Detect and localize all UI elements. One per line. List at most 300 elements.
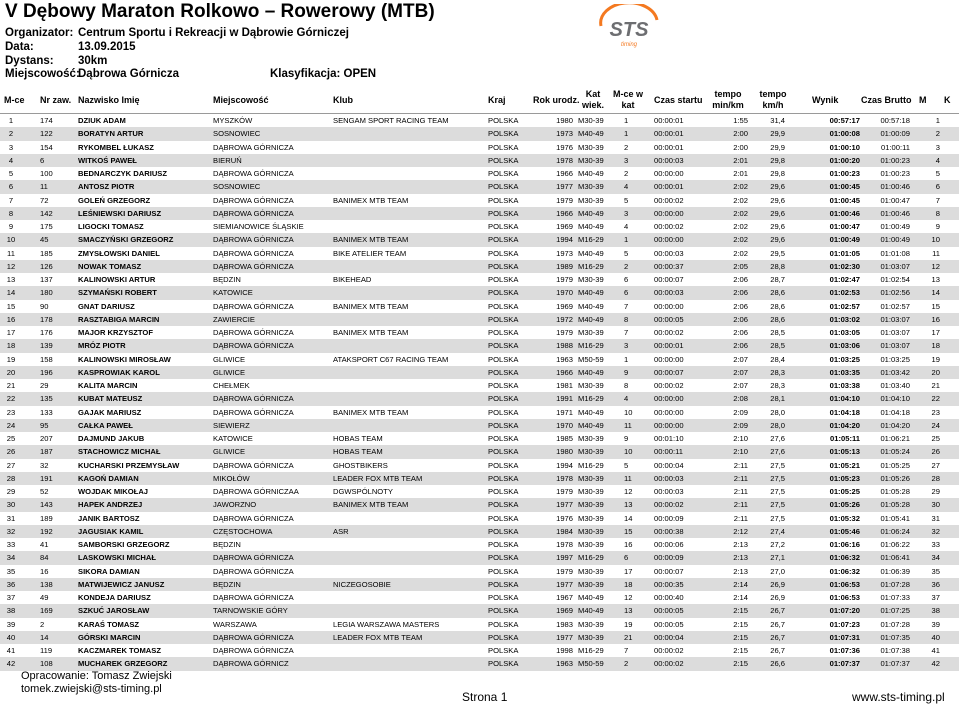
cell-result: 01:03:25 xyxy=(829,354,860,364)
table-row xyxy=(0,419,959,432)
cell-speed: 27,5 xyxy=(770,460,785,470)
cell-bib: 189 xyxy=(40,513,53,523)
cell-gross-time: 01:05:28 xyxy=(880,500,910,510)
cell-pace: 2:14 xyxy=(733,579,748,589)
cell-category-place: 10 xyxy=(624,447,633,457)
cell-start-time: 00:00:02 xyxy=(654,328,684,337)
cell-bib: 138 xyxy=(40,579,53,589)
cell-category-place: 10 xyxy=(624,407,633,417)
cell-gross-time: 01:05:41 xyxy=(880,513,910,523)
meta-label: Data: xyxy=(5,41,34,53)
cell-category: M30-39 xyxy=(578,487,604,496)
cell-gross-time: 01:01:08 xyxy=(880,248,910,258)
cell-category-place: 3 xyxy=(624,208,629,218)
cell-result: 01:04:20 xyxy=(829,420,860,430)
cell-birth-year: 1979 xyxy=(556,195,573,205)
cell-place: 5 xyxy=(8,169,14,178)
cell-city: BĘDZIN xyxy=(213,540,241,549)
cell-country: POLSKA xyxy=(488,593,519,602)
cell-club: LEADER FOX MTB TEAM xyxy=(333,473,423,483)
table-row xyxy=(0,445,959,458)
cell-name: STACHOWICZ MICHAŁ xyxy=(78,447,161,457)
cell-male-place: 2 xyxy=(935,129,940,139)
cell-male-place: 12 xyxy=(931,261,940,271)
cell-name: JANIK BARTOSZ xyxy=(78,513,140,523)
cell-start-time: 00:00:40 xyxy=(654,593,684,602)
cell-bib: 49 xyxy=(40,593,49,602)
cell-country: POLSKA xyxy=(488,314,519,324)
cell-country: POLSKA xyxy=(488,646,519,655)
cell-speed: 26,6 xyxy=(770,659,785,669)
cell-gross-time: 01:04:20 xyxy=(880,420,910,430)
col-header-result: Wynik xyxy=(812,95,839,105)
cell-male-place: 4 xyxy=(935,155,940,165)
cell-result: 01:03:35 xyxy=(829,367,860,377)
cell-speed: 28,3 xyxy=(770,381,785,390)
cell-place: 25 xyxy=(6,434,16,443)
table-row xyxy=(0,459,959,472)
table-row xyxy=(0,512,959,525)
cell-male-place: 40 xyxy=(931,632,940,642)
cell-country: POLSKA xyxy=(488,182,519,192)
cell-city: CZĘSTOCHOWA xyxy=(213,526,273,536)
cell-gross-time: 01:05:25 xyxy=(880,460,910,470)
cell-city: DĄBROWA GÓRNICZA xyxy=(213,593,294,602)
cell-country: POLSKA xyxy=(488,553,519,563)
cell-gross-time: 01:07:28 xyxy=(880,579,910,589)
cell-bib: 16 xyxy=(40,566,49,576)
table-row xyxy=(0,154,959,167)
cell-category-place: 1 xyxy=(624,116,629,125)
table-row xyxy=(0,644,959,657)
cell-male-place: 6 xyxy=(935,182,940,192)
cell-country: POLSKA xyxy=(488,579,519,589)
cell-city: TARNOWSKIE GÓRY xyxy=(213,606,288,616)
cell-pace: 2:07 xyxy=(733,367,748,377)
col-header-category-line1: Kat xyxy=(585,89,601,99)
cell-start-time: 00:00:04 xyxy=(654,632,684,642)
cell-gross-time: 01:03:07 xyxy=(880,328,910,337)
cell-category: M40-49 xyxy=(578,314,604,324)
cell-bib: 139 xyxy=(40,341,53,351)
col-header-year: Rok urodz. xyxy=(533,95,580,105)
cell-male-place: 1 xyxy=(935,116,940,125)
cell-bib: 180 xyxy=(40,288,53,298)
cell-result: 01:05:11 xyxy=(830,434,860,443)
cell-gross-time: 01:00:23 xyxy=(880,155,910,165)
cell-category-place: 9 xyxy=(624,434,629,443)
cell-start-time: 00:00:02 xyxy=(654,381,684,390)
cell-place: 20 xyxy=(6,367,16,377)
cell-start-time: 00:00:35 xyxy=(654,579,684,589)
cell-birth-year: 1978 xyxy=(556,473,573,483)
cell-name: KUCHARSKI PRZEMYSŁAW xyxy=(78,460,180,470)
table-row xyxy=(0,631,959,644)
cell-bib: 154 xyxy=(40,142,53,152)
cell-pace: 2:05 xyxy=(733,261,748,271)
cell-gross-time: 01:00:46 xyxy=(880,182,910,192)
col-header-city: Miejscowość xyxy=(213,95,269,105)
cell-speed: 28,0 xyxy=(770,407,785,417)
cell-place: 18 xyxy=(6,341,16,351)
cell-result: 01:00:08 xyxy=(829,129,860,139)
cell-bib: 143 xyxy=(40,500,53,510)
cell-result: 01:07:20 xyxy=(829,606,860,616)
cell-name: LASKOWSKI MICHAŁ xyxy=(78,553,157,563)
cell-name: GÓRSKI MARCIN xyxy=(78,632,141,642)
cell-category-place: 17 xyxy=(624,566,633,576)
cell-country: POLSKA xyxy=(488,328,519,337)
cell-gross-time: 01:00:47 xyxy=(880,195,910,205)
cell-result: 01:00:49 xyxy=(829,235,860,245)
cell-bib: 192 xyxy=(40,526,53,536)
cell-city: DĄBROWA GÓRNICZA xyxy=(213,328,294,337)
col-header-category-place-line1: M-ce w xyxy=(612,89,643,99)
cell-city: BIERUŃ xyxy=(213,155,242,165)
footer-email: tomek.zwiejski@sts-timing.pl xyxy=(21,683,162,695)
cell-bib: 178 xyxy=(40,314,53,324)
cell-pace: 2:08 xyxy=(733,394,748,404)
cell-speed: 28,3 xyxy=(770,367,785,377)
meta-organizer xyxy=(5,27,349,39)
cell-result: 01:06:32 xyxy=(829,566,860,576)
cell-result: 01:02:57 xyxy=(829,301,860,311)
cell-start-time: 00:00:11 xyxy=(654,447,683,457)
cell-category-place: 15 xyxy=(624,526,633,536)
cell-start-time: 00:00:03 xyxy=(654,473,684,483)
cell-category-place: 3 xyxy=(624,341,629,351)
cell-place: 6 xyxy=(8,182,14,192)
cell-category: M40-49 xyxy=(578,301,604,311)
table-row xyxy=(0,366,959,379)
cell-gross-time: 00:57:18 xyxy=(880,116,910,125)
cell-country: POLSKA xyxy=(488,288,519,298)
cell-start-time: 00:00:07 xyxy=(654,566,684,576)
cell-gross-time: 01:03:07 xyxy=(880,261,910,271)
col-header-club: Klub xyxy=(333,95,353,105)
cell-country: POLSKA xyxy=(488,354,519,364)
cell-name: SAMBORSKI GRZEGORZ xyxy=(78,540,170,549)
cell-name: SZKUĆ JAROSŁAW xyxy=(78,606,150,616)
cell-birth-year: 1977 xyxy=(556,579,573,589)
sts-timing-logo xyxy=(598,4,660,54)
cell-birth-year: 1973 xyxy=(556,248,573,258)
cell-result: 01:00:45 xyxy=(829,182,860,192)
cell-birth-year: 1998 xyxy=(556,646,573,655)
cell-club: NICZEGOSOBIE xyxy=(333,579,391,589)
cell-bib: 196 xyxy=(40,367,53,377)
cell-country: POLSKA xyxy=(488,261,519,271)
cell-start-time: 00:00:00 xyxy=(654,235,684,245)
cell-birth-year: 1963 xyxy=(556,354,573,364)
cell-result: 01:01:05 xyxy=(829,248,860,258)
cell-male-place: 18 xyxy=(931,341,940,351)
col-header-name: Nazwisko Imię xyxy=(78,95,140,105)
cell-bib: 119 xyxy=(40,646,53,655)
cell-club: BANIMEX MTB TEAM xyxy=(333,500,409,510)
cell-male-place: 26 xyxy=(931,447,940,457)
cell-place: 27 xyxy=(6,460,16,470)
table-row xyxy=(0,260,959,273)
cell-gross-time: 01:07:37 xyxy=(880,659,910,669)
cell-country: POLSKA xyxy=(488,195,519,205)
cell-name: BORATYN ARTUR xyxy=(78,129,144,139)
cell-gross-time: 01:07:35 xyxy=(880,632,910,642)
cell-bib: 133 xyxy=(40,407,53,417)
cell-result: 01:04:10 xyxy=(829,394,860,404)
cell-category: M40-49 xyxy=(578,593,604,602)
cell-category: M30-39 xyxy=(578,275,604,284)
cell-category: M30-39 xyxy=(578,142,604,152)
cell-birth-year: 1979 xyxy=(556,487,573,496)
cell-birth-year: 1977 xyxy=(556,632,573,642)
cell-result: 01:05:46 xyxy=(829,526,860,536)
cell-gross-time: 01:06:41 xyxy=(880,553,910,563)
cell-start-time: 00:01:10 xyxy=(654,434,684,443)
cell-city: DĄBROWA GÓRNICZAA xyxy=(213,487,299,496)
cell-category: M16-29 xyxy=(578,235,604,245)
cell-place: 7 xyxy=(8,195,14,205)
cell-name: NOWAK TOMASZ xyxy=(78,261,142,271)
cell-male-place: 11 xyxy=(932,248,940,258)
cell-gross-time: 01:06:24 xyxy=(880,526,910,536)
cell-name: DAJMUND JAKUB xyxy=(78,434,145,443)
cell-country: POLSKA xyxy=(488,473,519,483)
cell-birth-year: 1988 xyxy=(556,341,573,351)
cell-speed: 29,6 xyxy=(770,195,785,205)
cell-category: M30-39 xyxy=(578,116,604,125)
cell-country: POLSKA xyxy=(488,407,519,417)
cell-city: DĄBROWA GÓRNICZA xyxy=(213,460,294,470)
cell-gross-time: 01:05:28 xyxy=(880,487,910,496)
cell-bib: 84 xyxy=(40,553,49,563)
table-row xyxy=(0,273,959,286)
cell-gross-time: 01:02:54 xyxy=(880,275,910,284)
cell-place: 1 xyxy=(8,116,14,125)
cell-club: BANIMEX MTB TEAM xyxy=(333,301,409,311)
cell-male-place: 27 xyxy=(931,460,940,470)
cell-country: POLSKA xyxy=(488,420,519,430)
cell-name: MRÓZ PIOTR xyxy=(78,341,126,351)
cell-club: HOBAS TEAM xyxy=(333,447,383,457)
cell-bib: 108 xyxy=(40,659,53,669)
cell-name: GNAT DARIUSZ xyxy=(78,301,135,311)
cell-category: M30-39 xyxy=(578,182,604,192)
cell-city: BĘDZIN xyxy=(213,579,241,589)
cell-name: ZMYSŁOWSKI DANIEL xyxy=(78,248,160,258)
cell-place: 34 xyxy=(6,553,16,563)
footer-website: www.sts-timing.pl xyxy=(852,690,945,704)
cell-start-time: 00:00:02 xyxy=(654,659,684,669)
cell-city: DĄBROWA GÓRNICZA xyxy=(213,407,294,417)
cell-city: DĄBROWA GÓRNICZA xyxy=(213,208,294,218)
cell-speed: 27,6 xyxy=(770,447,785,457)
meta-label: Miejscowość: xyxy=(5,68,80,80)
cell-result: 01:00:47 xyxy=(829,222,860,231)
cell-pace: 2:06 xyxy=(733,288,748,298)
cell-male-place: 32 xyxy=(931,526,940,536)
cell-start-time: 00:00:05 xyxy=(654,314,684,324)
cell-category: M40-49 xyxy=(578,606,604,616)
cell-male-place: 42 xyxy=(931,659,940,669)
cell-start-time: 00:00:01 xyxy=(654,129,684,139)
cell-male-place: 38 xyxy=(931,606,940,616)
col-header-category-place xyxy=(610,89,646,111)
cell-result: 01:02:30 xyxy=(829,261,860,271)
cell-birth-year: 1979 xyxy=(556,275,573,284)
table-row xyxy=(0,392,959,405)
cell-start-time: 00:00:07 xyxy=(654,275,684,284)
cell-bib: 175 xyxy=(40,222,53,231)
cell-country: POLSKA xyxy=(488,487,519,496)
cell-pace: 1:55 xyxy=(733,116,748,125)
cell-gross-time: 01:06:39 xyxy=(880,566,910,576)
cell-start-time: 00:00:06 xyxy=(654,540,684,549)
cell-pace: 2:02 xyxy=(733,248,748,258)
cell-speed: 27,6 xyxy=(770,434,785,443)
cell-speed: 28,7 xyxy=(770,275,785,284)
cell-category-place: 6 xyxy=(624,553,629,563)
cell-category: M40-49 xyxy=(578,248,604,258)
cell-country: POLSKA xyxy=(488,447,519,457)
cell-gross-time: 01:03:07 xyxy=(880,341,910,351)
cell-bib: 122 xyxy=(40,129,53,139)
cell-city: SIEMIANOWICE ŚLĄSKIE xyxy=(213,222,304,231)
cell-male-place: 13 xyxy=(931,275,940,284)
cell-speed: 26,9 xyxy=(770,593,785,602)
cell-bib: 45 xyxy=(40,235,49,245)
cell-start-time: 00:00:00 xyxy=(654,301,684,311)
cell-category-place: 3 xyxy=(624,155,629,165)
cell-category-place: 8 xyxy=(624,381,629,390)
cell-start-time: 00:00:05 xyxy=(654,619,684,629)
cell-speed: 28,0 xyxy=(770,420,785,430)
cell-start-time: 00:00:09 xyxy=(654,513,684,523)
cell-male-place: 29 xyxy=(931,487,940,496)
cell-birth-year: 1973 xyxy=(556,129,573,139)
cell-start-time: 00:00:01 xyxy=(654,142,684,152)
cell-bib: 185 xyxy=(40,248,53,258)
cell-place: 9 xyxy=(8,222,14,231)
cell-city: DĄBROWA GÓRNICZA xyxy=(213,632,294,642)
cell-place: 42 xyxy=(6,659,16,669)
cell-speed: 26,7 xyxy=(770,619,785,629)
cell-name: KACZMAREK TOMASZ xyxy=(78,646,161,655)
cell-club: ASR xyxy=(333,526,349,536)
cell-category-place: 2 xyxy=(624,169,629,178)
cell-birth-year: 1980 xyxy=(556,116,573,125)
cell-pace: 2:11 xyxy=(733,487,748,496)
cell-category: M30-39 xyxy=(578,381,604,390)
cell-speed: 26,9 xyxy=(770,579,785,589)
cell-pace: 2:02 xyxy=(733,235,748,245)
cell-pace: 2:13 xyxy=(733,540,748,549)
cell-country: POLSKA xyxy=(488,222,519,231)
cell-male-place: 5 xyxy=(935,169,940,178)
cell-name: BEDNARCZYK DARIUSZ xyxy=(78,169,168,178)
col-header-male-place: M xyxy=(919,95,927,105)
cell-category: M16-29 xyxy=(578,394,604,404)
cell-name: LEŚNIEWSKI DARIUSZ xyxy=(78,208,162,218)
col-header-category xyxy=(580,89,606,111)
cell-pace: 2:07 xyxy=(733,354,748,364)
cell-city: DĄBROWA GÓRNICZ xyxy=(213,659,289,669)
cell-gross-time: 01:00:09 xyxy=(880,129,910,139)
cell-name: KONDEJA DARIUSZ xyxy=(78,593,151,602)
cell-pace: 2:02 xyxy=(733,182,748,192)
cell-start-time: 00:00:02 xyxy=(654,222,684,231)
cell-male-place: 15 xyxy=(931,301,940,311)
cell-speed: 29,6 xyxy=(770,235,785,245)
cell-pace: 2:15 xyxy=(733,659,748,669)
cell-pace: 2:13 xyxy=(733,553,748,563)
cell-city: WARSZAWA xyxy=(213,619,257,629)
cell-city: DĄBROWA GÓRNICZA xyxy=(213,142,294,152)
cell-male-place: 34 xyxy=(931,553,940,563)
cell-category: M16-29 xyxy=(578,646,604,655)
cell-name: KALINOWSKI MIROSŁAW xyxy=(78,354,171,364)
table-row xyxy=(0,432,959,445)
cell-place: 17 xyxy=(6,328,16,337)
cell-bib: 207 xyxy=(40,434,53,443)
cell-club: BANIMEX MTB TEAM xyxy=(333,195,409,205)
cell-bib: 52 xyxy=(40,487,49,496)
cell-bib: 169 xyxy=(40,606,53,616)
cell-city: KATOWICE xyxy=(213,288,253,298)
cell-club: SENGAM SPORT RACING TEAM xyxy=(333,116,449,125)
cell-category: M40-49 xyxy=(578,407,604,417)
cell-result: 01:00:23 xyxy=(829,169,860,178)
cell-pace: 2:02 xyxy=(733,208,748,218)
cell-male-place: 35 xyxy=(931,566,940,576)
cell-gross-time: 01:06:22 xyxy=(880,540,910,549)
cell-club: LEGIA WARSZAWA MASTERS xyxy=(333,619,440,629)
cell-male-place: 19 xyxy=(931,354,940,364)
cell-male-place: 33 xyxy=(931,540,940,549)
cell-country: POLSKA xyxy=(488,275,519,284)
cell-place: 24 xyxy=(6,420,16,430)
cell-category-place: 11 xyxy=(624,420,632,430)
cell-start-time: 00:00:00 xyxy=(654,420,684,430)
cell-country: POLSKA xyxy=(488,500,519,510)
table-row xyxy=(0,618,959,631)
cell-birth-year: 1966 xyxy=(556,208,573,218)
cell-country: POLSKA xyxy=(488,235,519,245)
cell-category-place: 8 xyxy=(624,314,629,324)
cell-pace: 2:10 xyxy=(733,434,748,443)
cell-birth-year: 1969 xyxy=(556,606,573,616)
cell-speed: 28,8 xyxy=(770,261,785,271)
cell-birth-year: 1994 xyxy=(556,460,573,470)
cell-male-place: 21 xyxy=(931,381,940,390)
cell-name: RASZTABIGA MARCIN xyxy=(78,314,160,324)
cell-country: POLSKA xyxy=(488,381,519,390)
logo-subtext: timing xyxy=(620,42,638,48)
cell-male-place: 7 xyxy=(935,195,940,205)
cell-birth-year: 1985 xyxy=(556,434,573,443)
col-header-pace-line2: min/km xyxy=(712,100,744,110)
cell-pace: 2:06 xyxy=(733,341,748,351)
cell-speed: 29,9 xyxy=(770,129,785,139)
meta-value: 13.09.2015 xyxy=(78,41,136,53)
cell-birth-year: 1976 xyxy=(556,513,573,523)
cell-country: POLSKA xyxy=(488,526,519,536)
cell-category: M30-39 xyxy=(578,540,604,549)
cell-male-place: 41 xyxy=(931,646,940,655)
cell-male-place: 24 xyxy=(931,420,940,430)
cell-place: 12 xyxy=(6,261,16,271)
cell-city: DĄBROWA GÓRNICZA xyxy=(213,235,294,245)
